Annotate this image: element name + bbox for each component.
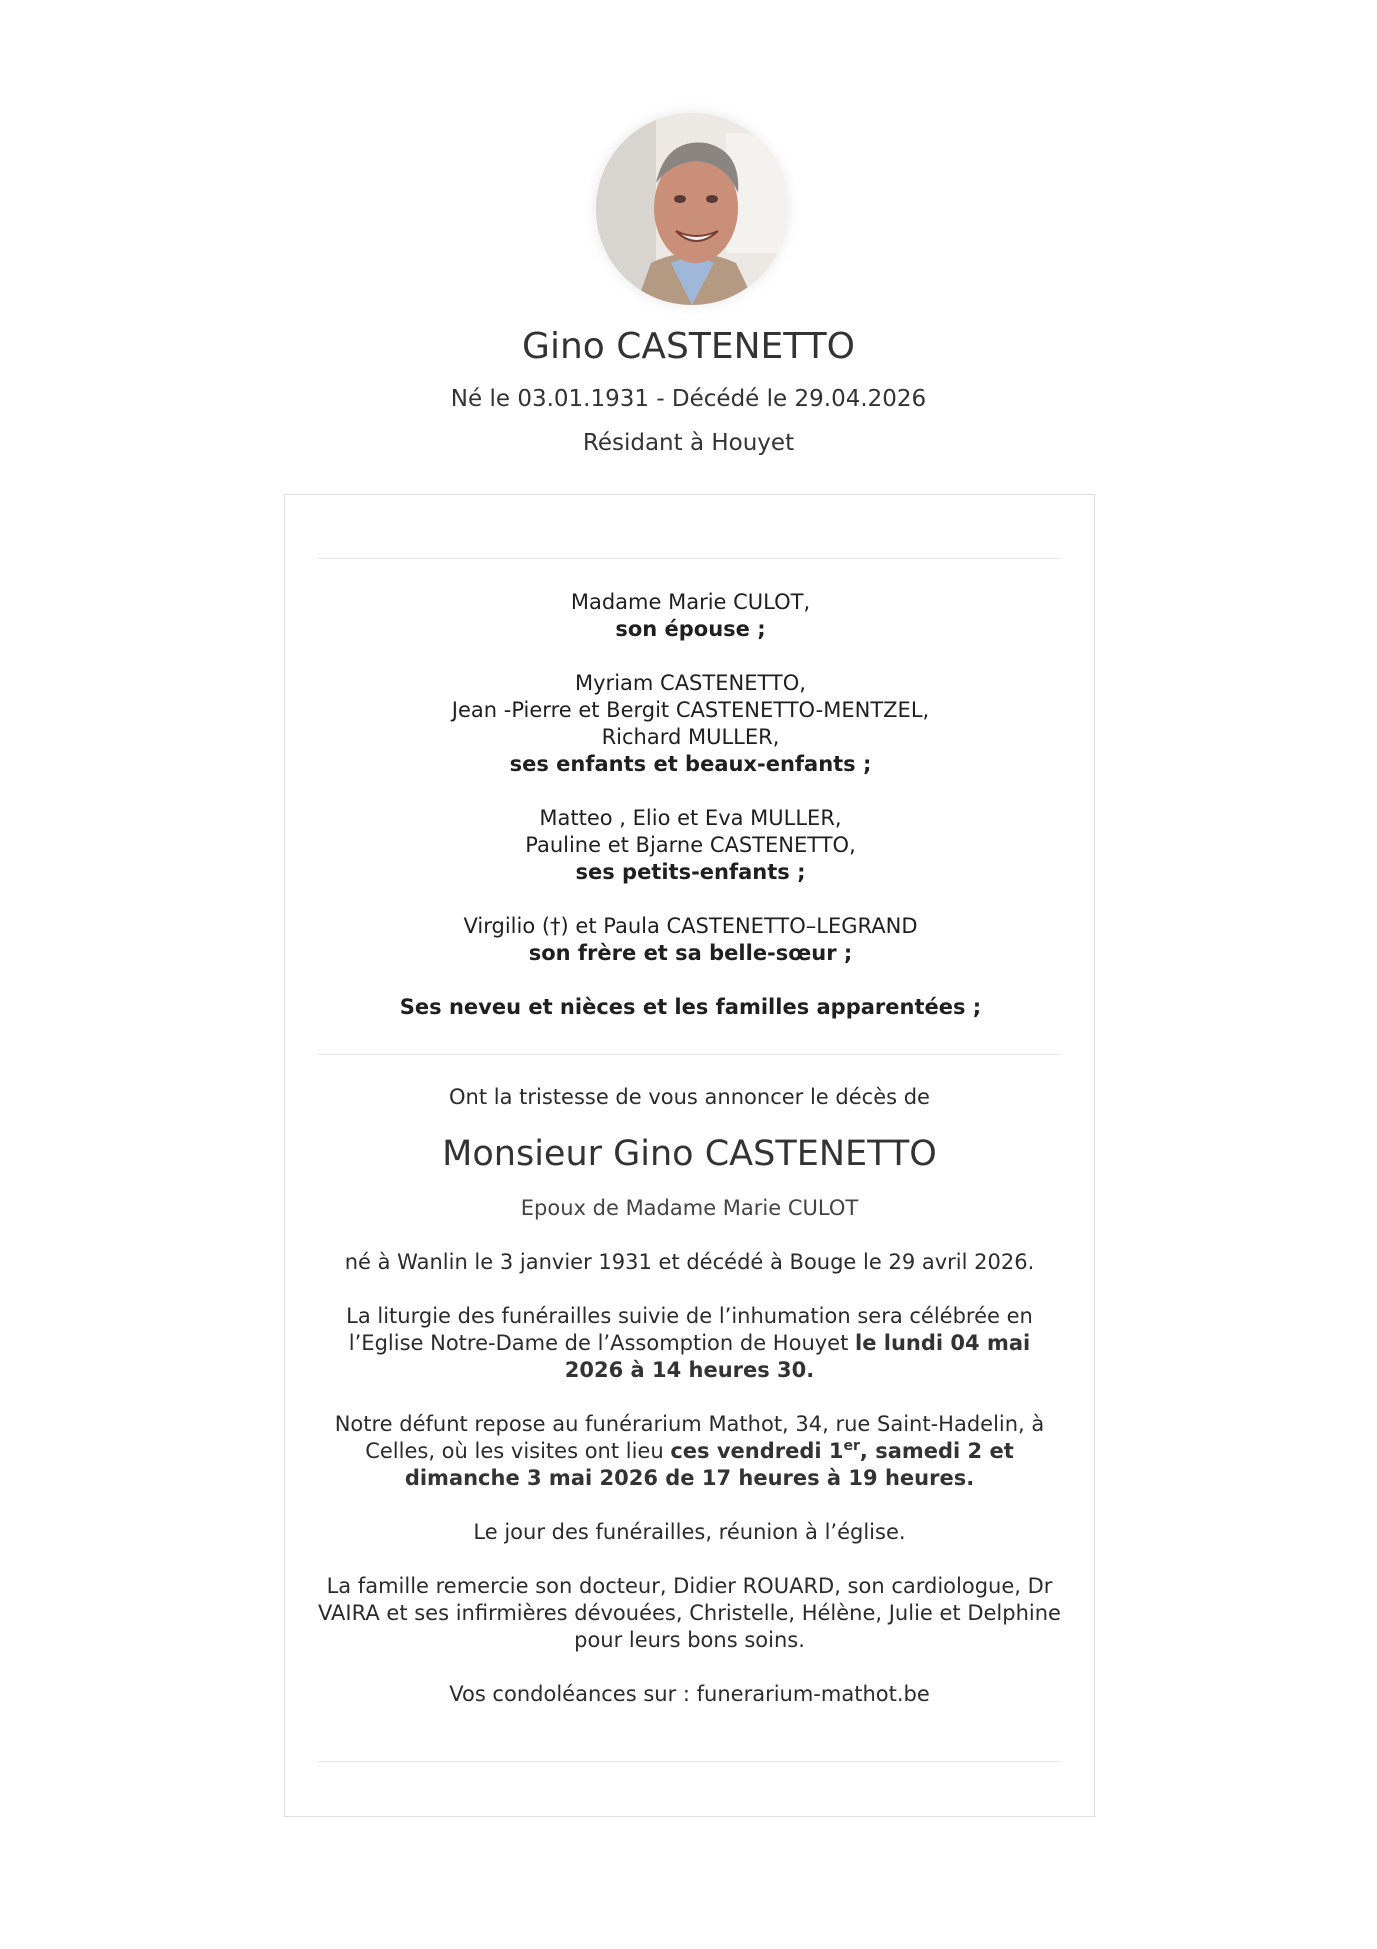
divider-middle xyxy=(317,1054,1062,1055)
grandchildren-role: ses petits-enfants ; xyxy=(575,860,806,884)
spouse-line: Epoux de Madame Marie CULOT xyxy=(520,1196,859,1220)
liturgy-paragraph xyxy=(317,1303,1062,1384)
life-dates: Né le 03.01.1931 - Décédé le 29.04.2026 xyxy=(450,386,927,412)
liturgy-text: La liturgie des funérailles suivie de l’inhumation sera célébrée en l’Eglise Notre-Dame de l’Assomption de Houyet xyxy=(346,1304,1033,1355)
children-role: ses enfants et beaux-enfants ; xyxy=(509,752,872,776)
visitation-when-a: ces vendredi 1 xyxy=(670,1439,844,1463)
announcement xyxy=(317,1084,1062,1708)
thanks-paragraph: La famille remercie son docteur, Didier ROUARD, son cardiologue, Dr VAIRA et ses infirmières dévouées, Christelle, Hélène, Julie et Delphine pour leurs bons soins. xyxy=(318,1574,1061,1652)
person-name: Gino CASTENETTO xyxy=(522,326,855,367)
ordinal-suffix: er xyxy=(843,1438,860,1454)
announcement-intro: Ont la tristesse de vous annoncer le décès de xyxy=(449,1085,930,1109)
meeting-line: Le jour des funérailles, réunion à l’église. xyxy=(473,1520,906,1544)
obituary-card xyxy=(284,494,1095,1817)
portrait-photo xyxy=(596,113,788,305)
child-line: Jean -Pierre et Bergit CASTENETTO-MENTZEL, xyxy=(451,698,930,722)
grandchild-line: Pauline et Bjarne CASTENETTO, xyxy=(525,833,856,857)
extended-family: Ses neveu et nièces et les familles apparentées ; xyxy=(399,995,982,1019)
family-list xyxy=(285,589,1096,1048)
residence: Résidant à Houyet xyxy=(582,430,795,456)
birth-death-line: né à Wanlin le 3 janvier 1931 et décédé à Bouge le 29 avril 2026. xyxy=(344,1250,1035,1274)
visitation-text: Notre défunt repose au funérarium Mathot, 34, rue Saint-Hadelin, à Celles, où les visites ont lieu xyxy=(334,1412,1045,1463)
divider-bottom xyxy=(317,1761,1062,1762)
spouse-role: son épouse ; xyxy=(615,617,766,641)
visitation-paragraph xyxy=(317,1411,1062,1492)
condolences-line: Vos condoléances sur : funerarium-mathot.be xyxy=(449,1682,930,1706)
sibling-line: Virgilio (†) et Paula CASTENETTO–LEGRAND xyxy=(463,914,918,938)
child-line: Richard MULLER, xyxy=(601,725,780,749)
grandchild-line: Matteo , Elio et Eva MULLER, xyxy=(539,806,842,830)
visitation-when-b: , samedi 2 et dimanche 3 mai 2026 de 17 heures à 19 heures. xyxy=(404,1439,1014,1490)
liturgy-when: le lundi 04 mai 2026 à 14 heures 30. xyxy=(564,1331,1031,1382)
child-line: Myriam CASTENETTO, xyxy=(575,671,806,695)
sibling-role: son frère et sa belle-sœur ; xyxy=(528,941,853,965)
deceased-name: Monsieur Gino CASTENETTO xyxy=(442,1134,937,1174)
spouse-name: Madame Marie CULOT, xyxy=(570,590,811,614)
divider-top xyxy=(317,558,1062,559)
